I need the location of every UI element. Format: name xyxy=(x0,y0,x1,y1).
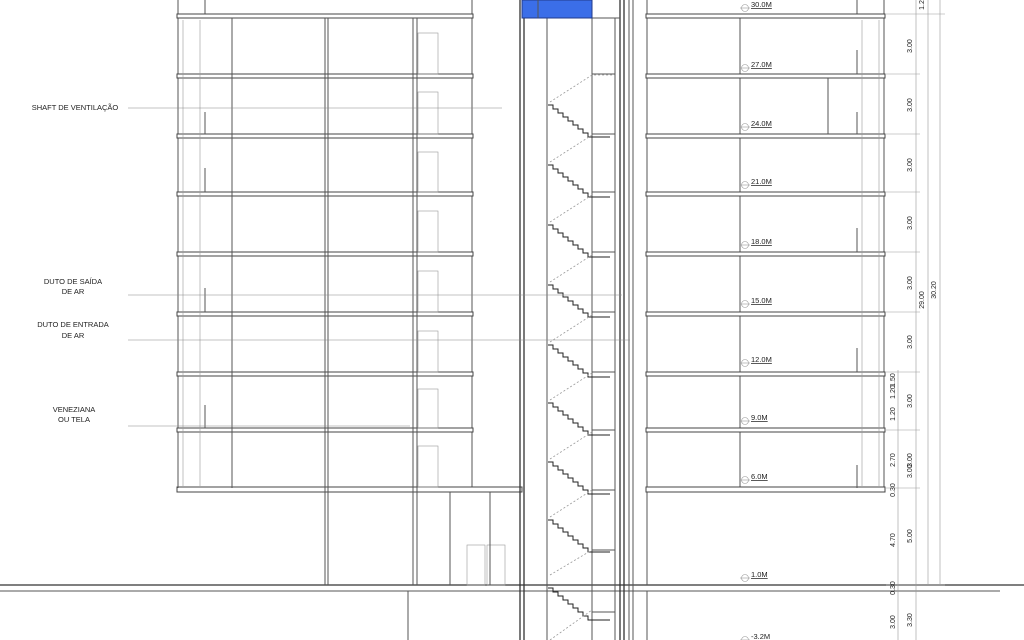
dimension-value: 2.70 xyxy=(890,453,897,467)
level-marker xyxy=(740,296,772,308)
level-markers xyxy=(740,0,772,640)
dimension-value: 5.00 xyxy=(907,529,914,543)
level-label: 24.0M xyxy=(751,119,772,128)
level-label: 18.0M xyxy=(751,237,772,246)
dimension-value: 3.00 xyxy=(907,39,914,53)
dimension-value: 3.00 xyxy=(890,615,897,629)
louver-label-2: OU TELA xyxy=(58,415,90,424)
intake-duct-label-2: DE AR xyxy=(61,331,85,340)
level-label: 6.0M xyxy=(751,472,768,481)
water-tank xyxy=(522,0,592,18)
exhaust-duct-label-1: DUTO DE SAÍDA xyxy=(43,277,103,286)
dimension-value: 4.70 xyxy=(890,533,897,547)
right-block xyxy=(646,0,885,640)
dimension-value: 3.30 xyxy=(907,613,914,627)
dimension-value: 0.30 xyxy=(890,581,897,595)
level-label: -3.2M xyxy=(751,632,771,640)
stair-flights xyxy=(548,74,615,640)
dimension-value: 1.20 xyxy=(890,385,897,399)
level-marker xyxy=(740,60,772,72)
annotations xyxy=(32,103,630,426)
shaft-label: SHAFT DE VENTILAÇÃO xyxy=(31,103,119,112)
level-label: 27.0M xyxy=(751,60,772,69)
level-label: 15.0M xyxy=(751,296,772,305)
level-label: 30.0M xyxy=(751,0,772,9)
level-marker xyxy=(740,237,772,249)
dimension-value: 3.00 xyxy=(907,453,914,467)
dimension-text-col1 xyxy=(890,373,897,629)
dimension-value: 3.00 xyxy=(907,394,914,408)
level-marker xyxy=(740,570,768,582)
louver-label-1: VENEZIANA xyxy=(52,405,96,414)
dimension-value: 1.20 xyxy=(890,407,897,421)
dimension-value: 3.00 xyxy=(907,335,914,349)
dimension-text-col2 xyxy=(907,39,914,627)
level-marker xyxy=(740,355,772,367)
dimension-total: 30.20 xyxy=(931,281,938,299)
dimension-value: 0.30 xyxy=(890,483,897,497)
level-marker xyxy=(740,0,772,12)
dimension-value: 3.00 xyxy=(907,216,914,230)
level-marker xyxy=(740,413,768,425)
left-block xyxy=(177,0,522,640)
level-marker xyxy=(740,119,772,131)
dimension-value: 3.00 xyxy=(907,464,914,478)
dimension-total: 1.2 xyxy=(919,0,926,10)
dimension-value: 1.50 xyxy=(890,373,897,387)
dimension-value: 3.00 xyxy=(907,98,914,112)
exhaust-duct-label-2: DE AR xyxy=(61,287,85,296)
ventilation-shaft xyxy=(520,0,633,640)
level-marker xyxy=(740,472,768,484)
level-label: 9.0M xyxy=(751,413,768,422)
level-marker xyxy=(740,632,770,640)
level-marker xyxy=(740,177,772,189)
dimension-value: 3.00 xyxy=(907,158,914,172)
level-label: 12.0M xyxy=(751,355,772,364)
dimension-total: 29.00 xyxy=(919,291,926,309)
intake-duct-label-1: DUTO DE ENTRADA xyxy=(37,320,109,329)
level-label: 21.0M xyxy=(751,177,772,186)
dimension-value: 3.00 xyxy=(907,276,914,290)
level-label: 1.0M xyxy=(751,570,768,579)
dimension-totals xyxy=(919,0,938,309)
